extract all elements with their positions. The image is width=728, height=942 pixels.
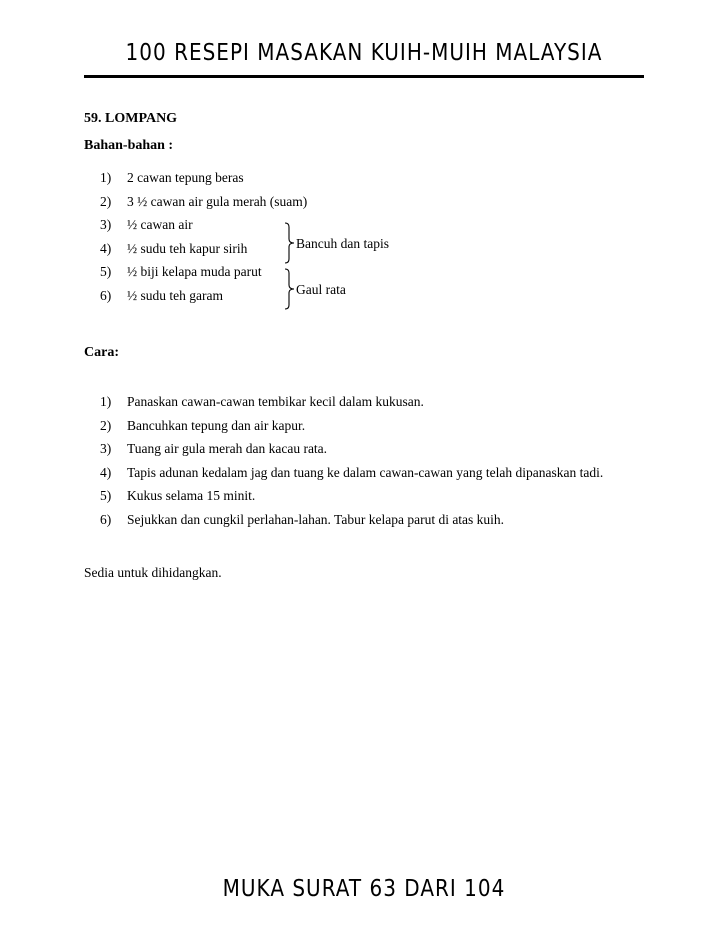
step-text: Sejukkan dan cungkil perlahan-lahan. Tabur kelapa parut di atas kuih. xyxy=(127,511,505,527)
ingredient-item xyxy=(100,170,307,194)
brace-icon xyxy=(283,268,293,310)
step-number: 2) xyxy=(100,417,112,433)
ingredient-number: 6) xyxy=(100,287,112,303)
ingredient-text: 3 ½ cawan air gula merah (suam) xyxy=(127,193,308,209)
step-item xyxy=(100,394,603,418)
step-text: Bancuhkan tepung dan air kapur. xyxy=(127,417,306,433)
step-number: 5) xyxy=(100,488,112,503)
page-header-title: 100 RESEPI MASAKAN KUIH-MUIH MALAYSIA xyxy=(125,38,603,66)
ingredient-text: ½ biji kelapa muda parut xyxy=(127,264,262,279)
ingredient-text: 2 cawan tepung beras xyxy=(127,170,244,185)
ingredient-item xyxy=(100,288,307,312)
step-item xyxy=(100,488,603,512)
ingredients-heading: Bahan-bahan : xyxy=(84,138,174,153)
ingredient-number: 2) xyxy=(100,193,112,209)
header-divider xyxy=(84,75,644,78)
group-label-mix: Bancuh dan tapis xyxy=(296,236,389,251)
steps-list xyxy=(100,394,603,535)
ingredient-text: ½ cawan air xyxy=(127,217,193,232)
ingredient-text: ½ sudu teh garam xyxy=(127,287,223,303)
step-number: 4) xyxy=(100,464,112,480)
step-text: Tuang air gula merah dan kacau rata. xyxy=(127,441,328,456)
ingredient-item xyxy=(100,264,307,288)
step-item xyxy=(100,441,603,465)
ingredient-number: 4) xyxy=(100,240,112,256)
ingredient-item xyxy=(100,241,307,265)
ingredient-item xyxy=(100,217,307,241)
method-heading: Cara: xyxy=(84,345,119,360)
step-text: Tapis adunan kedalam jag dan tuang ke dalam cawan-cawan yang telah dipanaskan tadi. xyxy=(127,464,604,480)
step-item xyxy=(100,418,603,442)
step-item xyxy=(100,512,603,536)
ingredients-list xyxy=(100,170,307,311)
ingredient-number: 3) xyxy=(100,217,112,232)
step-number: 6) xyxy=(100,511,112,527)
closing-note: Sedia untuk dihidangkan. xyxy=(84,565,222,580)
recipe-title: 59. LOMPANG xyxy=(84,111,178,126)
step-text: Kukus selama 15 minit. xyxy=(127,488,256,503)
brace-icon xyxy=(283,222,293,264)
page-footer: MUKA SURAT 63 DARI 104 xyxy=(222,874,506,902)
ingredient-text: ½ sudu teh kapur sirih xyxy=(127,240,248,256)
ingredient-number: 5) xyxy=(100,264,112,279)
group-label-stir: Gaul rata xyxy=(296,282,346,297)
step-text: Panaskan cawan-cawan tembikar kecil dalam kukusan. xyxy=(127,394,424,409)
step-item xyxy=(100,465,603,489)
ingredient-number: 1) xyxy=(100,170,112,185)
step-number: 1) xyxy=(100,394,112,409)
ingredient-item xyxy=(100,194,307,218)
step-number: 3) xyxy=(100,441,112,456)
